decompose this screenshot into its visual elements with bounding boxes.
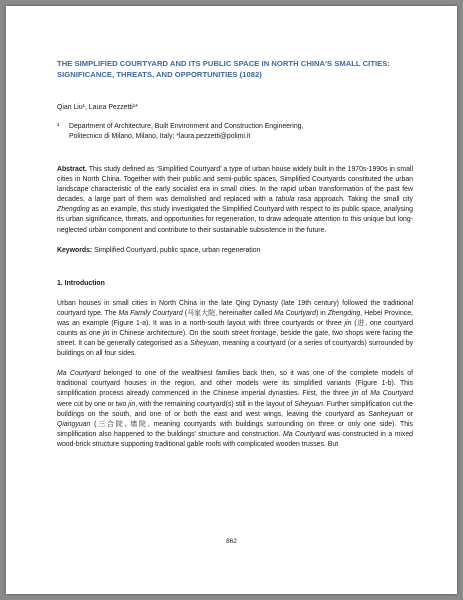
para1-run: (进, one courtyard counts as one: [57, 319, 413, 337]
affiliation-marker: ¹: [57, 123, 60, 130]
para1-run: Ma Courtyard: [274, 309, 316, 317]
paper-content: [57, 58, 413, 450]
para2-run: of: [358, 390, 371, 398]
abstract-label: Abstract.: [57, 166, 87, 173]
para1-run: Siheyuan: [189, 340, 219, 348]
abstract: [57, 165, 413, 236]
para2-run: Ma Courtyard: [283, 430, 326, 438]
affiliation: [57, 122, 413, 142]
para1-run: , Hebei Province, was an example (Figure 1-a). It was in a north-south layout with three courtyards or three: [57, 309, 413, 327]
para2-run: , with the remaining courtyard(s) still in the layout of: [135, 400, 295, 408]
intro-paragraph-1: [57, 299, 413, 360]
para2-run: were cut by one or two: [57, 400, 129, 408]
para2-run: (三合院, 墙院, meaning courtyards with buildings surrounding on three or only one side). This simplification also happened to the buildings' structure and construction.: [57, 420, 413, 438]
section-heading: 1. Introduction: [57, 279, 105, 287]
para2-run: or: [403, 410, 414, 418]
paper-title: [57, 58, 413, 80]
abstract-italic-1: tabula rasa: [275, 196, 312, 204]
para1-run: , meaning a courtyard (or a series of courtyards) surrounded by buildings on all four sides.: [57, 340, 414, 358]
abstract-text-3: as an example, this study investigated the Simplified Courtyard with respect to its public space, analysing its urban significance, threats, and opportunities for regeneration, to draw adequate attention to this unique but long-neglected urban component and contribute to their sustainable subsistence in the future.: [57, 206, 413, 234]
para1-run: (马家大院, hereinafter called: [182, 309, 275, 317]
para2-run: Qiangyuan: [57, 420, 91, 428]
para2-run: Sanheyuan: [368, 410, 404, 418]
page-number: 862: [226, 538, 237, 545]
para2-run: Ma Courtyard: [57, 370, 101, 378]
affiliation-line-2: Politecnico di Milano, Milano, Italy; *laura.pezzetti@polimi.it: [69, 133, 251, 140]
para1-run: ) in: [315, 309, 328, 317]
keywords-text: Simplified Courtyard, public space, urban regeneration: [94, 246, 261, 254]
keywords: [57, 246, 413, 256]
para1-run: jin: [344, 319, 352, 327]
document-page: [6, 6, 457, 594]
affiliation-line-1: Department of Architecture, Built Environment and Construction Engineering,: [69, 123, 304, 130]
para2-run: Ma Courtyard: [370, 390, 413, 398]
para2-run: Siheyuan: [294, 400, 323, 408]
para1-run: Zhengding: [327, 309, 361, 317]
para2-run: . Further simplification cut the buildings on the south, and one of or both the east and west wings, leaving the courtyard as: [57, 400, 413, 418]
para1-run: in Chinese architecture). On the south street frontage, beside the gate, two shops were facing the street. It can be generally categorised as a: [57, 329, 413, 348]
para1-run: Urban houses in small cities in North China in the late Qing Dynasty (late 19th century) followed the traditional courtyard type. The: [57, 299, 413, 317]
title-line-1: THE SIMPLIFIED COURTYARD AND ITS PUBLIC SPACE IN NORTH CHINA'S SMALL CITIES:: [57, 59, 390, 68]
keywords-label: Keywords:: [57, 246, 93, 254]
intro-paragraph-2: [57, 369, 413, 450]
authors: Qian Liu¹, Laura Pezzetti¹*: [57, 104, 138, 111]
para1-run: jin: [102, 329, 110, 337]
abstract-text-1: This study defined as ‘Simplified Courtyard’ a type of urban house widely built in the 1970s-1990s in small cities in North China. Together with their public and semi-public spaces, Simplified Courtyards constituted the urban landscape characteristic of the early socialist era in small cities. In the rapid urban transformation of the past few decades, a large part of them was demolished and replaced with a: [57, 166, 413, 204]
para2-run: belonged to one of the wealthiest families back then, so it was one of the complete models of traditional courtyard houses in the region, and other models were its simplified variants (Figure 1-b). This simplification process already commenced in the Chinese imperial dynasties. First, the three: [57, 370, 413, 398]
para1-run: Ma Family Courtyard: [118, 309, 183, 317]
para2-run: was constructed in a mixed wood-brick structure supporting traditional gable roofs with complicated wooden trusses. But: [57, 430, 413, 448]
para2-run: jin: [128, 400, 136, 408]
para2-run: jin: [351, 390, 359, 398]
title-line-2: SIGNIFICANCE, THREATS, AND OPPORTUNITIES (1082): [57, 70, 262, 79]
abstract-italic-2: Zhengding: [57, 206, 90, 214]
abstract-text-2: approach. Taking the small city: [314, 196, 414, 204]
